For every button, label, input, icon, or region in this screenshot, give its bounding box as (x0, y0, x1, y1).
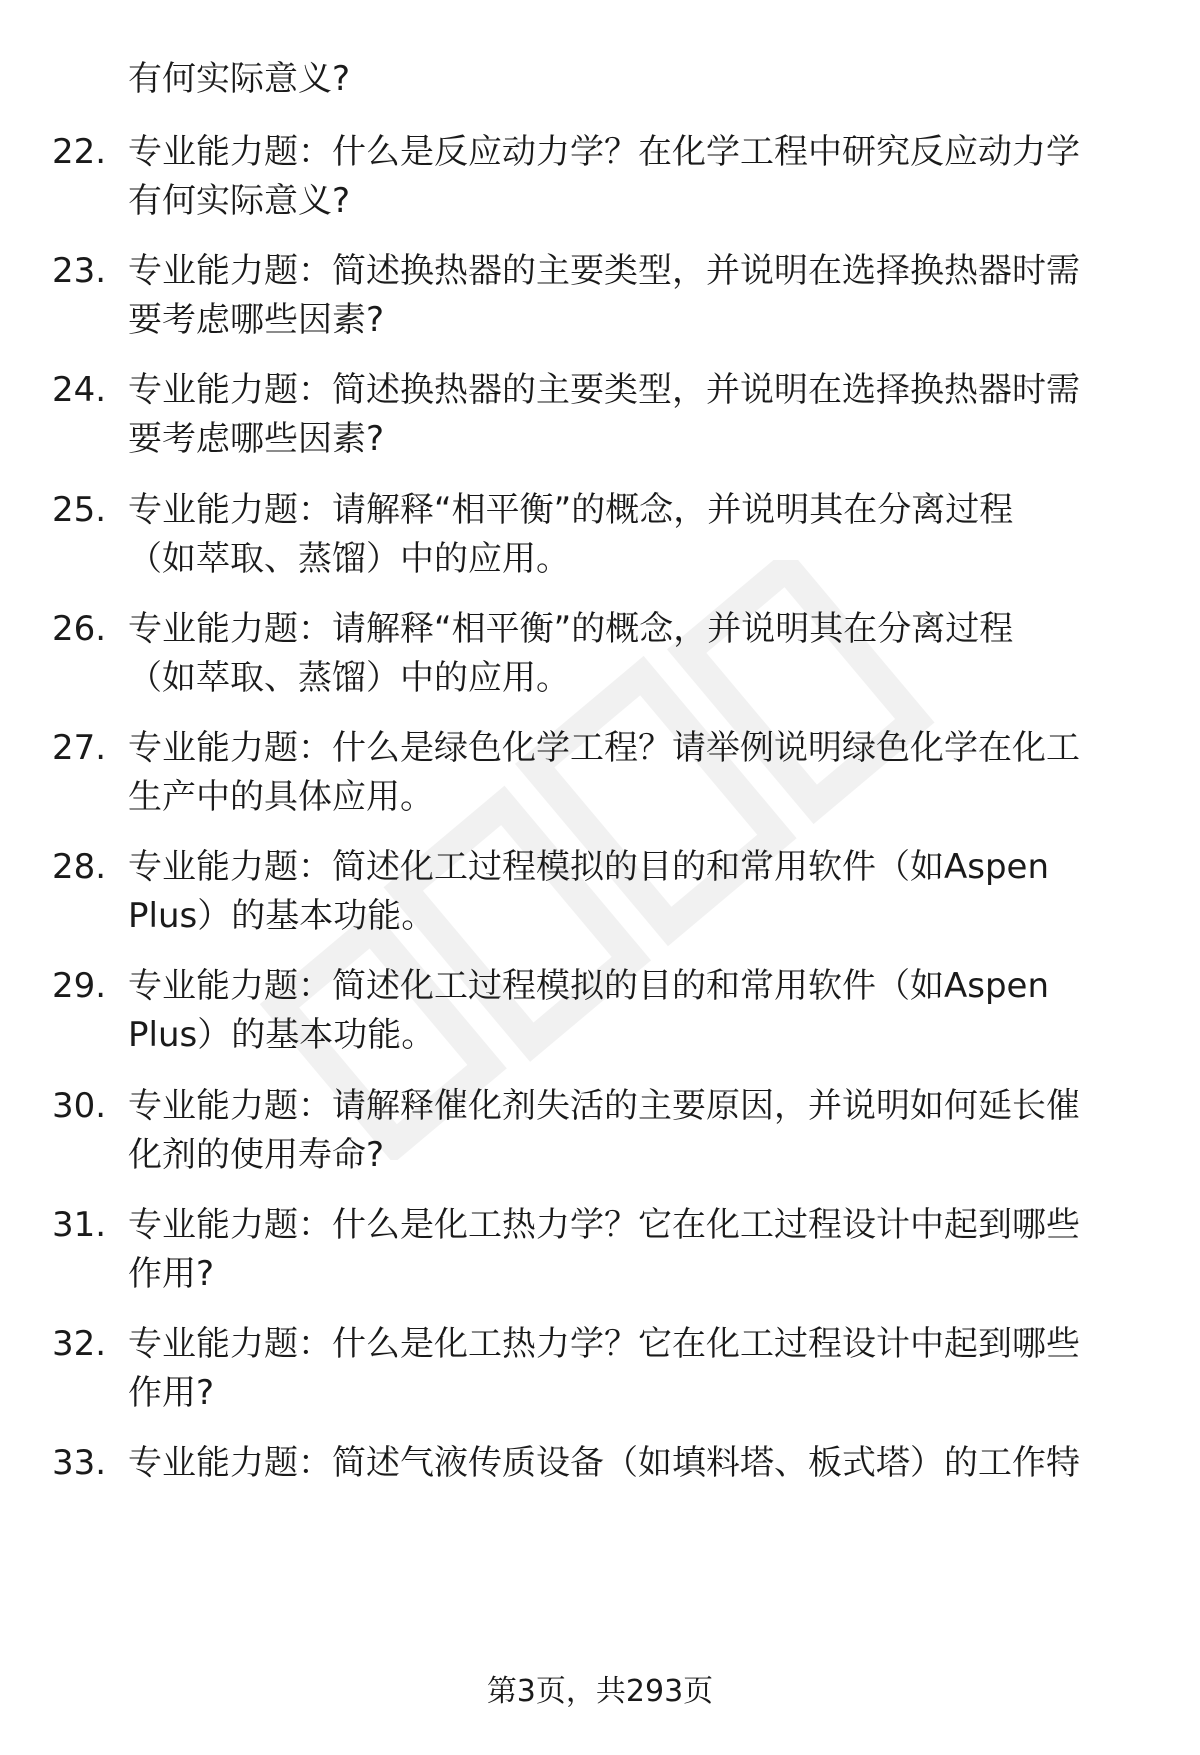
question-text-line-2: 有何实际意义? (128, 181, 351, 221)
question-number: 22. (52, 132, 107, 172)
question-text-line-1: 专业能力题：简述化工过程模拟的目的和常用软件（如Aspen (128, 966, 1050, 1006)
question-number: 31. (52, 1205, 107, 1245)
question-text-line-2: （如萃取、蒸馏）中的应用。 (128, 539, 570, 579)
question-text-line-1: 专业能力题：简述气液传质设备（如填料塔、板式塔）的工作特 (128, 1443, 1080, 1483)
question-text-line-2: （如萃取、蒸馏）中的应用。 (128, 658, 570, 698)
question-text-line-1: 专业能力题：请解释“相平衡”的概念，并说明其在分离过程 (128, 490, 1014, 530)
page-number-footer: 第3页，共293页 (486, 1674, 714, 1709)
question-text-line-1: 专业能力题：请解释催化剂失活的主要原因，并说明如何延长催 (128, 1086, 1080, 1126)
continued-question-text: 有何实际意义? (128, 59, 351, 99)
question-text-line-2: Plus）的基本功能。 (128, 896, 436, 936)
question-number: 28. (52, 847, 107, 887)
question-number: 23. (52, 251, 107, 291)
question-text-line-1: 专业能力题：请解释“相平衡”的概念，并说明其在分离过程 (128, 609, 1014, 649)
question-text-line-2: Plus）的基本功能。 (128, 1015, 436, 1055)
question-text-line-2: 作用? (128, 1373, 215, 1413)
question-number: 29. (52, 966, 107, 1006)
question-text-line-2: 生产中的具体应用。 (128, 777, 434, 817)
question-text-line-2: 作用? (128, 1254, 215, 1294)
question-text-line-2: 要考虑哪些因素? (128, 419, 385, 459)
question-text-line-1: 专业能力题：简述换热器的主要类型，并说明在选择换热器时需 (128, 370, 1080, 410)
question-number: 32. (52, 1324, 107, 1364)
question-text-line-1: 专业能力题：什么是绿色化学工程？请举例说明绿色化学在化工 (128, 728, 1080, 768)
question-number: 26. (52, 609, 107, 649)
question-number: 27. (52, 728, 107, 768)
question-number: 30. (52, 1086, 107, 1126)
question-number: 25. (52, 490, 107, 530)
question-text-line-1: 专业能力题：什么是化工热力学？它在化工过程设计中起到哪些 (128, 1324, 1080, 1364)
question-text-line-1: 专业能力题：什么是反应动力学？在化学工程中研究反应动力学 (128, 132, 1080, 172)
question-number: 33. (52, 1443, 107, 1483)
question-text-line-1: 专业能力题：简述化工过程模拟的目的和常用软件（如Aspen (128, 847, 1050, 887)
question-number: 24. (52, 370, 107, 410)
question-text-line-2: 化剂的使用寿命? (128, 1135, 385, 1175)
question-text-line-2: 要考虑哪些因素? (128, 300, 385, 340)
question-text-line-1: 专业能力题：简述换热器的主要类型，并说明在选择换热器时需 (128, 251, 1080, 291)
question-text-line-1: 专业能力题：什么是化工热力学？它在化工过程设计中起到哪些 (128, 1205, 1080, 1245)
